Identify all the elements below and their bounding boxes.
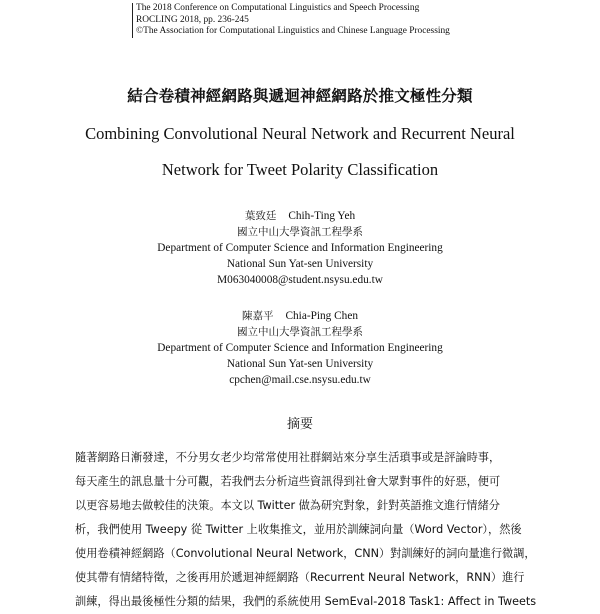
author-university: National Sun Yat-sen University (226, 258, 374, 270)
author-affiliation-zh: 國立中山大學資訊工程學系 (237, 226, 363, 238)
author-department: Department of Computer Science and Information Engineering (157, 242, 443, 254)
abstract-line: 使用卷積神經網路（Convolutional Neural Network，CNN）對訓練好的詞向量進行微調， (75, 547, 536, 560)
author-university: National Sun Yat-sen University (226, 358, 374, 370)
conference-header (132, 3, 450, 38)
english-title-line-1: Combining Convolutional Neural Network and Recurrent Neural (85, 124, 515, 143)
english-title-line-2: Network for Tweet Polarity Classification (161, 160, 439, 179)
author-block-1 (0, 208, 600, 288)
author-name-en: Chia-Ping Chen (285, 310, 358, 322)
abstract-line: 析，我們使用 Tweepy 從 Twitter 上收集推文，並用於訓練詞向量（Word Vector），然後 (75, 523, 522, 536)
abstract-line: 以更容易地去做較佳的決策。本文以 Twitter 做為研究對象，針對英語推文進行情緒分 (75, 499, 500, 512)
author-name (0, 208, 600, 224)
abstract-body (75, 446, 537, 614)
abstract-line: 隨著網路日漸發達，不分男女老少均常常使用社群網站來分享生活瑣事或是評論時事， (75, 451, 501, 464)
abstract-line: 訓練，得出最後極性分類的結果，我們的系統使用 SemEval-2018 Task1: Affect in Tweets (75, 595, 537, 608)
conference-name: The 2018 Conference on Computational Linguistics and Speech Processing (136, 3, 420, 13)
abstract-heading: 摘要 (286, 417, 313, 432)
abstract-line: 每天產生的訊息量十分可觀，若我們去分析這些資訊得到社會大眾對事件的好惡，便可 (75, 475, 501, 488)
author-name-en: Chih-Ting Yeh (288, 210, 356, 222)
chinese-title: 結合卷積神經網路與遞迴神經網路於推文極性分類 (127, 87, 473, 105)
author-name-zh: 葉致廷 (244, 210, 277, 222)
author-email: cpchen@mail.cse.nsysu.edu.tw (229, 374, 371, 386)
abstract-line: 使其帶有情緒特徵，之後再用於遞迴神經網路（Recurrent Neural Network，RNN）進行 (75, 571, 525, 584)
author-name-zh: 陳嘉平 (242, 310, 274, 322)
proceedings-pages: ROCLING 2018, pp. 236-245 (136, 14, 249, 25)
author-affiliation-zh: 國立中山大學資訊工程學系 (237, 326, 363, 338)
author-name (0, 308, 600, 324)
author-department: Department of Computer Science and Information Engineering (157, 342, 443, 354)
author-email: M063040008@student.nsysu.edu.tw (217, 274, 383, 286)
copyright-notice: ©The Association for Computational Linguistics and Chinese Language Processing (136, 26, 450, 37)
author-block-2 (0, 308, 600, 388)
